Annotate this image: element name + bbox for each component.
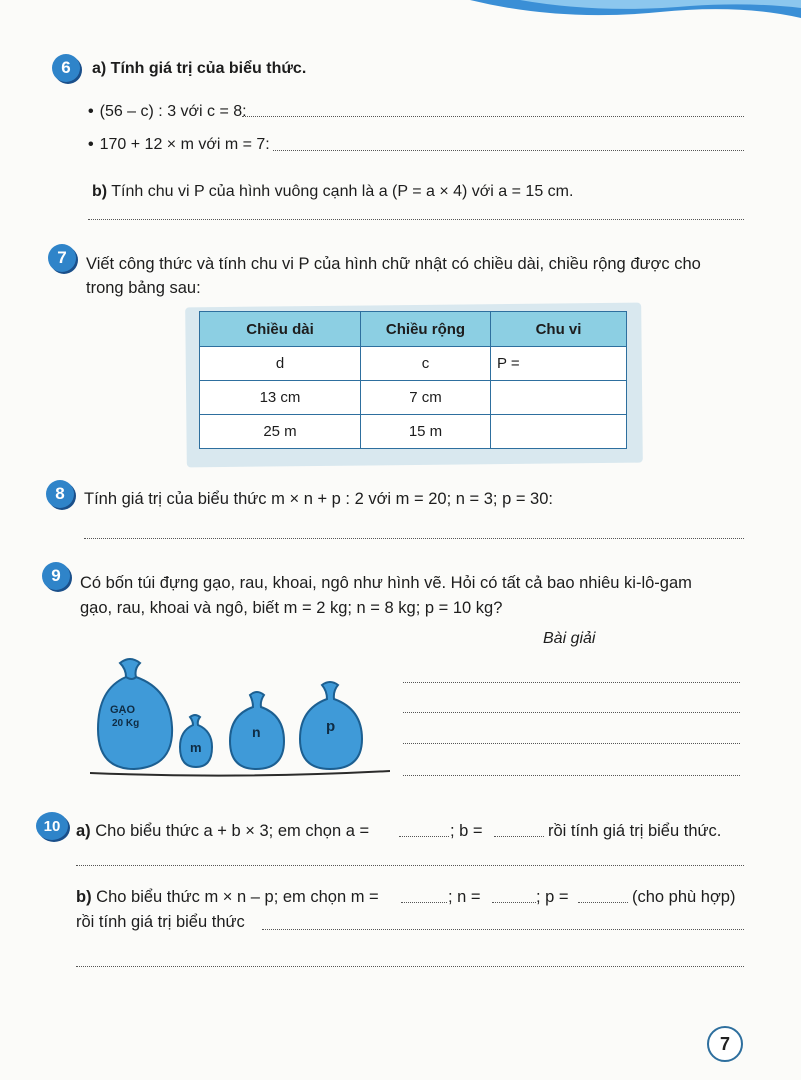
page-number: 7 xyxy=(707,1026,743,1062)
question-text: ; n = xyxy=(448,888,481,906)
bag-p-label: p xyxy=(326,718,336,735)
question-9-text-line1: Có bốn túi đựng gạo, rau, khoai, ngô như hình vẽ. Hỏi có tất cả bao nhiêu ki-lô-gam xyxy=(80,574,692,592)
question-number-badge: 10 xyxy=(36,812,68,840)
blank-n[interactable] xyxy=(492,902,536,903)
question-text: Cho biểu thức m × n – p; em chọn m = xyxy=(96,888,379,906)
answer-line[interactable] xyxy=(88,219,744,220)
rice-bag-label: GẠO xyxy=(110,704,136,716)
blank-a[interactable] xyxy=(399,836,449,837)
column-header-width: Chiều rộng xyxy=(361,312,491,347)
question-6b xyxy=(92,183,573,201)
answer-line[interactable] xyxy=(262,929,744,930)
answer-line[interactable] xyxy=(403,743,740,744)
table-cell: 13 cm xyxy=(200,381,361,415)
question-number-badge: 7 xyxy=(48,244,76,272)
table-cell-answer[interactable] xyxy=(491,381,627,415)
bullet: • xyxy=(88,136,94,153)
answer-line[interactable] xyxy=(403,712,740,713)
column-header-length: Chiều dài xyxy=(200,312,361,347)
question-number-badge: 8 xyxy=(46,480,74,508)
table-row xyxy=(200,381,627,415)
question-number-badge: 6 xyxy=(52,54,80,82)
question-text: Cho biểu thức a + b × 3; em chọn a = xyxy=(95,822,370,840)
bag-m-icon xyxy=(180,715,212,767)
question-8-text: Tính giá trị của biểu thức m × n + p : 2 với m = 20; n = 3; p = 30: xyxy=(84,490,553,508)
bag-n-icon xyxy=(230,692,284,769)
answer-line[interactable] xyxy=(84,538,744,539)
table-row xyxy=(200,347,627,381)
question-text: (cho phù hợp) xyxy=(632,888,736,906)
rice-bag-weight: 20 Kg xyxy=(112,718,140,729)
answer-line[interactable] xyxy=(273,150,744,151)
answer-line[interactable] xyxy=(242,116,744,117)
table-cell-answer[interactable]: P = xyxy=(491,347,627,381)
part-label: b) xyxy=(76,888,92,906)
table-cell: 25 m xyxy=(200,415,361,449)
answer-line[interactable] xyxy=(76,966,744,967)
answer-line[interactable] xyxy=(403,775,740,776)
question-7-text-line1: Viết công thức và tính chu vi P của hình chữ nhật có chiều dài, chiều rộng được cho xyxy=(86,255,701,273)
question-number-badge: 9 xyxy=(42,562,70,590)
bag-n-label: n xyxy=(252,724,261,740)
column-header-perimeter: Chu vi xyxy=(491,312,627,347)
question-9-text-line2: gạo, rau, khoai và ngô, biết m = 2 kg; n = 8 kg; p = 10 kg? xyxy=(80,599,503,617)
table-cell: 15 m xyxy=(361,415,491,449)
bags-illustration xyxy=(90,655,390,780)
table-cell: 7 cm xyxy=(361,381,491,415)
blank-p[interactable] xyxy=(578,902,628,903)
top-wave-decoration xyxy=(0,0,801,30)
question-10b xyxy=(76,888,379,907)
bag-m-label: m xyxy=(190,740,202,755)
question-text: rồi tính giá trị biểu thức xyxy=(76,913,245,931)
expression-text: (56 – c) : 3 với c = 8: xyxy=(99,103,247,120)
table-cell-answer[interactable] xyxy=(491,415,627,449)
question-6a-item-1 xyxy=(88,103,247,121)
expression-text: 170 + 12 × m với m = 7: xyxy=(99,136,270,153)
answer-line[interactable] xyxy=(76,865,744,866)
perimeter-table xyxy=(199,311,627,449)
part-label: a) xyxy=(76,822,91,840)
table-header-row xyxy=(200,312,627,347)
rice-bag-icon xyxy=(98,659,172,769)
solution-title: Bài giải xyxy=(543,630,596,647)
question-text: ; b = xyxy=(450,822,483,840)
question-text: Tính chu vi P của hình vuông cạnh là a (P = a × 4) với a = 15 cm. xyxy=(111,183,574,200)
question-6a-item-2 xyxy=(88,136,270,154)
table-row xyxy=(200,415,627,449)
bullet: • xyxy=(88,103,94,120)
question-7-text-line2: trong bảng sau: xyxy=(86,279,201,297)
answer-line[interactable] xyxy=(403,682,740,683)
bag-p-icon xyxy=(300,682,362,769)
blank-b[interactable] xyxy=(494,836,544,837)
table-cell: c xyxy=(361,347,491,381)
blank-m[interactable] xyxy=(401,902,447,903)
table-cell: d xyxy=(200,347,361,381)
question-6a-title: a) Tính giá trị của biểu thức. xyxy=(92,60,307,77)
question-10a xyxy=(76,822,369,841)
question-text: ; p = xyxy=(536,888,569,906)
question-text: rồi tính giá trị biểu thức. xyxy=(548,822,722,840)
part-label: b) xyxy=(92,183,108,200)
